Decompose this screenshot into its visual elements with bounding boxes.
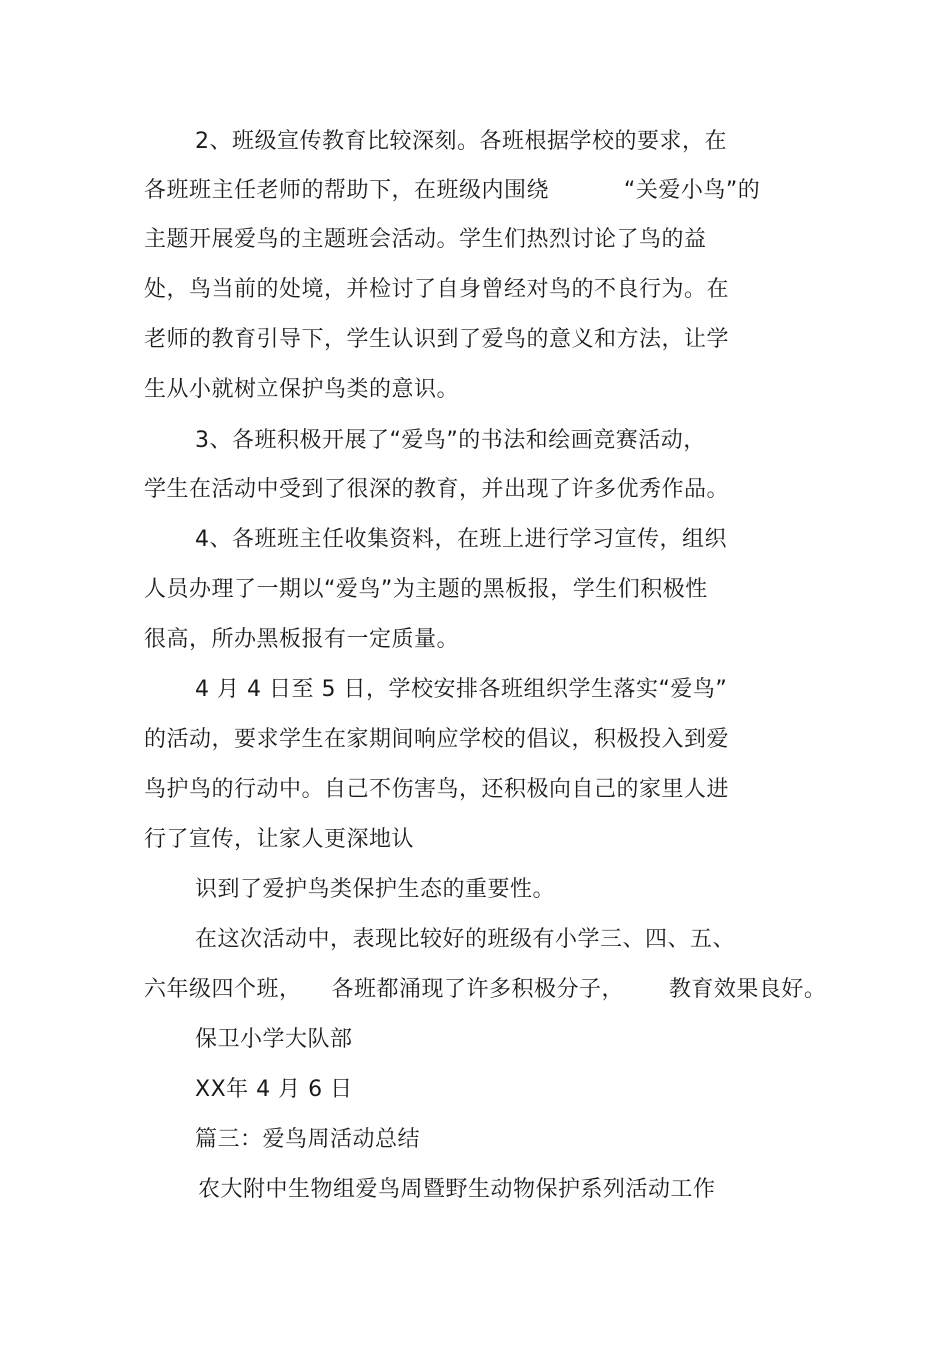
text-line: 生从小就树立保护鸟类的意识。 bbox=[144, 377, 460, 402]
text-line: 在这次活动中，表现比较好的班级有小学三、四、五、 bbox=[195, 927, 736, 952]
text-line: 鸟护鸟的行动中。自己不伤害鸟，还积极向自己的家里人进 bbox=[144, 777, 730, 802]
text-line: 各班班主任老师的帮助下，在班级内围绕 “关爱小鸟”的 bbox=[144, 178, 761, 203]
text-line: 老师的教育引导下，学生认识到了爱鸟的意义和方法，让学 bbox=[144, 327, 730, 352]
text-line: 4 月 4 日至 5 日，学校安排各班组织学生落实“爱鸟” bbox=[195, 677, 728, 702]
text-line: 行了宣传，让家人更深地认 bbox=[144, 827, 415, 852]
text-line: 人员办理了一期以“爱鸟”为主题的黑板报，学生们积极性 bbox=[144, 577, 708, 602]
text-line: 处，鸟当前的处境，并检讨了自身曾经对鸟的不良行为。在 bbox=[144, 277, 730, 302]
text-line: 学生在活动中受到了很深的教育，并出现了许多优秀作品。 bbox=[144, 477, 730, 502]
text-line: 2、班级宣传教育比较深刻。各班根据学校的要求，在 bbox=[195, 129, 727, 154]
text-line: 农大附中生物组爱鸟周暨野生动物保护系列活动工作 bbox=[198, 1177, 716, 1202]
text-line: 主题开展爱鸟的主题班会活动。学生们热烈讨论了鸟的益 bbox=[144, 227, 707, 252]
text-line: 识到了爱护鸟类保护生态的重要性。 bbox=[195, 877, 556, 902]
signature-org: 保卫小学大队部 bbox=[195, 1027, 353, 1052]
text-line: 六年级四个班， 各班都涌现了许多积极分子， 教育效果良好。 bbox=[144, 977, 827, 1002]
text-line: 的活动，要求学生在家期间响应学校的倡议，积极投入到爱 bbox=[144, 727, 730, 752]
text-line: 3、各班积极开展了“爱鸟”的书法和绘画竞赛活动， bbox=[195, 428, 706, 453]
text-line: 4、各班班主任收集资料，在班上进行学习宣传，组织 bbox=[195, 527, 727, 552]
section-heading: 篇三：爱鸟周活动总结 bbox=[195, 1127, 421, 1152]
text-line: 很高，所办黑板报有一定质量。 bbox=[144, 627, 460, 652]
signature-date: XX年 4 月 6 日 bbox=[195, 1077, 353, 1102]
